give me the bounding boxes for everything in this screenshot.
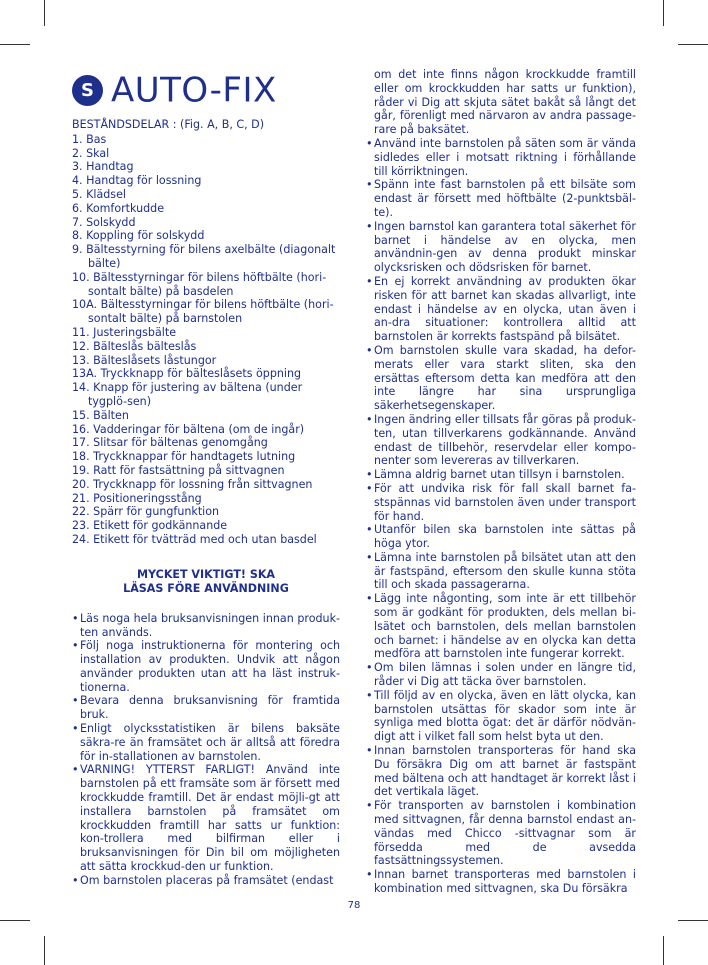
bullet-dot-icon: • — [366, 343, 373, 357]
bullet-text: Bevara denna bruksanvisning för framtida bruk. — [80, 694, 340, 722]
warning-line-2: LÄSAS FÖRE ANVÄNDNING — [123, 581, 289, 595]
bullet-text: Om bilen lämnas i solen under en längre tid, råder vi Dig att täcka över barnstolen. — [374, 661, 636, 689]
bullet-dot-icon: • — [366, 412, 373, 426]
bullet-item — [72, 874, 340, 888]
parts-list-item: 24. Etikett för tvätträd med och utan basdel — [72, 532, 317, 546]
parts-list-item: 11. Justeringsbälte — [72, 325, 177, 339]
left-bullet-list — [72, 612, 340, 888]
parts-heading: BESTÅNDSDELAR : (Fig. A, B, C, D) — [72, 118, 265, 131]
parts-list-item: 15. Bälten — [72, 408, 129, 422]
bullet-dot-icon: • — [72, 639, 79, 653]
crop-mark — [663, 0, 664, 26]
parts-list-item: 20. Tryckknapp för lossning från sittvagnen — [72, 477, 313, 491]
bullet-dot-icon: • — [366, 468, 373, 482]
bullet-dot-icon: • — [366, 274, 373, 288]
parts-list-item: 3. Handtag — [72, 160, 134, 174]
crop-mark — [663, 936, 664, 965]
bullet-text: Läs noga hela bruksanvisningen innan produk-ten används. — [80, 611, 340, 639]
bullet-item — [366, 220, 636, 275]
bullet-item — [366, 523, 636, 551]
parts-list-item: 4. Handtag för lossning — [72, 174, 202, 188]
continued-paragraph: om det inte finns någon krockkudde framtill eller om krockkudden har satts ur funktion), råder vi Dig att skjuta sätet bakåt så långt det går, förenligt med närvaron av andra passage-rare på baksätet. — [374, 68, 636, 137]
parts-list-item: 6. Komfortkudde — [72, 201, 165, 215]
bullet-text: Om barnstolen placeras på framsätet (endast — [80, 873, 334, 887]
bullet-text: Utanför bilen ska barnstolen inte sättas på höga ytor. — [374, 523, 636, 551]
bullet-item — [366, 178, 636, 219]
bullet-item — [366, 551, 636, 592]
parts-list-item: 9. Bältesstyrning för bilens axelbälte (diagonalt bälte) — [72, 243, 336, 270]
parts-list-item: 23. Etikett för godkännande — [72, 519, 228, 533]
bullet-text: Ingen ändring eller tillsats får göras på produk-ten, utan tillverkarens godkännande. Använd endast de tillbehör, reservdelar eller kompo-nenter som levereras av tillverkaren. — [374, 412, 636, 468]
parts-list-item: 16. Vadderingar för bältena (om de ingår) — [72, 422, 305, 436]
bullet-text: Följ noga instruktionerna för montering och installation av produkten. Undvik att någon använder produkten utan att ha läst instruk-tionerna. — [80, 639, 340, 694]
parts-list-item: 7. Solskydd — [72, 215, 136, 229]
bullet-item — [72, 612, 340, 640]
parts-list — [72, 133, 340, 547]
bullet-dot-icon: • — [72, 611, 79, 625]
parts-list-item: 13A. Tryckknapp för bälteslåsets öppning — [72, 367, 302, 381]
parts-list-item: 10. Bältesstyrningar för bilens höftbälte (hori-sontalt bälte) på basdelen — [72, 270, 327, 298]
parts-list-item: 2. Skal — [72, 146, 110, 160]
bullet-dot-icon: • — [366, 550, 373, 564]
page-title: AUTO-FIX — [111, 70, 277, 111]
right-column — [366, 68, 636, 896]
bullet-item — [366, 344, 636, 413]
bullet-text: VARNING! YTTERST FARLIGT! Använd inte barnstolen på ett framsäte som är försett med krockkudde framtill. Det är endast möjli-gt att installera barnstolen på framsätet om krockkudden framtill har satts ur funktion: kon-trollera med bilfirman eller i bruksanvisningen för Din bil om möjligheten att sätta krockkud-den ur funktion. — [80, 763, 340, 874]
parts-list-item: 19. Ratt för fastsättning på sittvagnen — [72, 463, 285, 477]
bullet-text: Innan barnet transporteras med barnstolen i kombination med sittvagnen, ska Du försäkra — [374, 868, 636, 896]
bullet-dot-icon: • — [366, 481, 373, 495]
bullet-dot-icon: • — [72, 873, 79, 887]
crop-mark — [0, 920, 30, 921]
bullet-text: Lämna aldrig barnet utan tillsyn i barnstolen. — [374, 468, 625, 482]
parts-list-item: 8. Koppling för solskydd — [72, 229, 205, 243]
bullet-dot-icon: • — [366, 799, 373, 813]
bullet-text: För transporten av barnstolen i kombination med sittvagnen, får denna barnstol endast an-vändas med Chicco -sittvagnar som är försedda med de avsedda fastsättningssystemen. — [374, 799, 636, 868]
bullet-text: Till följd av en olycka, även en lätt olycka, kan barnstolen utsättas för skador som inte är synliga med blotta ögat: det är därför nödvän-digt att i vilket fall som helst byta ut den. — [374, 688, 636, 744]
bullet-text: En ej korrekt användning av produkten ökar risken för att barnet kan skadas allvarligt, inte endast i händelse av en olycka, utan även i an-dra situationer: kontrollera alltid att barnstolen är korrekts fastspänd på bilsätet. — [374, 274, 636, 344]
parts-list-item: 12. Bälteslås bälteslås — [72, 339, 197, 353]
bullet-dot-icon: • — [366, 868, 373, 882]
bullet-dot-icon: • — [366, 688, 373, 702]
warning-heading — [72, 568, 340, 596]
parts-list-item: 1. Bas — [72, 132, 107, 146]
bullet-item — [366, 592, 636, 661]
bullet-dot-icon: • — [366, 178, 373, 192]
bullet-item — [366, 744, 636, 799]
bullet-dot-icon: • — [366, 661, 373, 675]
crop-mark — [678, 920, 708, 921]
bullet-dot-icon: • — [366, 592, 373, 606]
bullet-item — [366, 799, 636, 868]
bullet-item — [366, 661, 636, 689]
parts-list-item: 21. Positioneringsstång — [72, 491, 202, 505]
right-bullet-list — [366, 137, 636, 896]
bullet-dot-icon: • — [366, 136, 373, 150]
left-column — [72, 68, 340, 888]
bullet-item — [366, 137, 636, 178]
bullet-dot-icon: • — [366, 523, 373, 537]
page-number: 78 — [347, 900, 361, 911]
bullet-dot-icon: • — [72, 763, 79, 777]
parts-list-item: 14. Knapp för justering av bältena (under tygplö-sen) — [72, 381, 303, 408]
crop-mark — [0, 44, 30, 45]
bullet-text: För att undvika risk för fall skall barnet fa-stspännas vid barnstolen även under transport för hand. — [374, 481, 636, 523]
bullet-text: Lämna inte barnstolen på bilsätet utan att den är fastspänd, eftersom den skulle kunna stöta till och skada passagerarna. — [374, 550, 636, 592]
crop-mark — [44, 936, 45, 965]
parts-list-item: 13. Bälteslåsets låstungor — [72, 353, 217, 367]
language-badge: S — [72, 75, 103, 106]
bullet-item — [72, 722, 340, 763]
parts-list-item: 5. Klädsel — [72, 187, 126, 201]
parts-list-item: 10A. Bältesstyrningar för bilens höftbälte (hori-sontalt bälte) på barnstolen — [72, 298, 334, 326]
bullet-item — [366, 413, 636, 468]
bullet-dot-icon: • — [72, 722, 79, 736]
parts-list-item: 17. Slitsar för bältenas genomgång — [72, 436, 268, 450]
bullet-item — [366, 482, 636, 523]
bullet-text: Ingen barnstol kan garantera total säkerhet för barnet i händelse av en olycka, men användnin-gen av denna produkt minskar olycksrisken och dödsrisken för barnet. — [374, 219, 636, 275]
bullet-text: Lägg inte någonting, som inte är ett tillbehör som är godkänt för produkten, dels mellan bi-lsätet och barnstolen, dels mellan barnstolen och barnet: i händelse av en olycka kan detta medföra att barnstolen inte fungerar korrekt. — [374, 592, 636, 661]
bullet-item — [366, 868, 636, 896]
bullet-text: Använd inte barnstolen på säten som är vända sidledes eller i motsatt riktning i förhållande till körriktningen. — [374, 136, 636, 178]
parts-list-item: 22. Spärr för gungfunktion — [72, 505, 220, 519]
bullet-item — [366, 689, 636, 744]
bullet-item — [72, 639, 340, 694]
page-header — [72, 68, 340, 112]
bullet-text: Innan barnstolen transporteras för hand ska Du försäkra Dig om att barnet är fastspänt med bältena och att handtaget är korrekt låst i det vertikala läget. — [374, 744, 636, 799]
warning-line-1: MYCKET VIKTIGT! SKA — [137, 567, 275, 581]
bullet-item — [72, 694, 340, 722]
crop-mark — [44, 0, 45, 26]
crop-mark — [678, 44, 708, 45]
bullet-dot-icon: • — [366, 219, 373, 233]
bullet-item — [366, 468, 636, 482]
bullet-dot-icon: • — [72, 694, 79, 708]
bullet-item — [366, 275, 636, 344]
bullet-text: Spänn inte fast barnstolen på ett bilsäte som endast är försett med höftbälte (2-punktsbäl-te). — [374, 178, 636, 219]
bullet-dot-icon: • — [366, 744, 373, 758]
bullet-item — [72, 763, 340, 873]
parts-list-item: 18. Tryckknappar för handtagets lutning — [72, 450, 296, 464]
bullet-text: Om barnstolen skulle vara skadad, ha defor-merats eller vara starkt sliten, ska den ersättas eftersom detta kan medföra att den inte längre har sina ursprungliga säkerhetsegenskaper. — [374, 343, 636, 413]
bullet-text: Enligt olycksstatistiken är bilens baksäte säkra-re än framsätet och är alltså att föredra för in-stallationen av barnstolen. — [80, 722, 340, 763]
